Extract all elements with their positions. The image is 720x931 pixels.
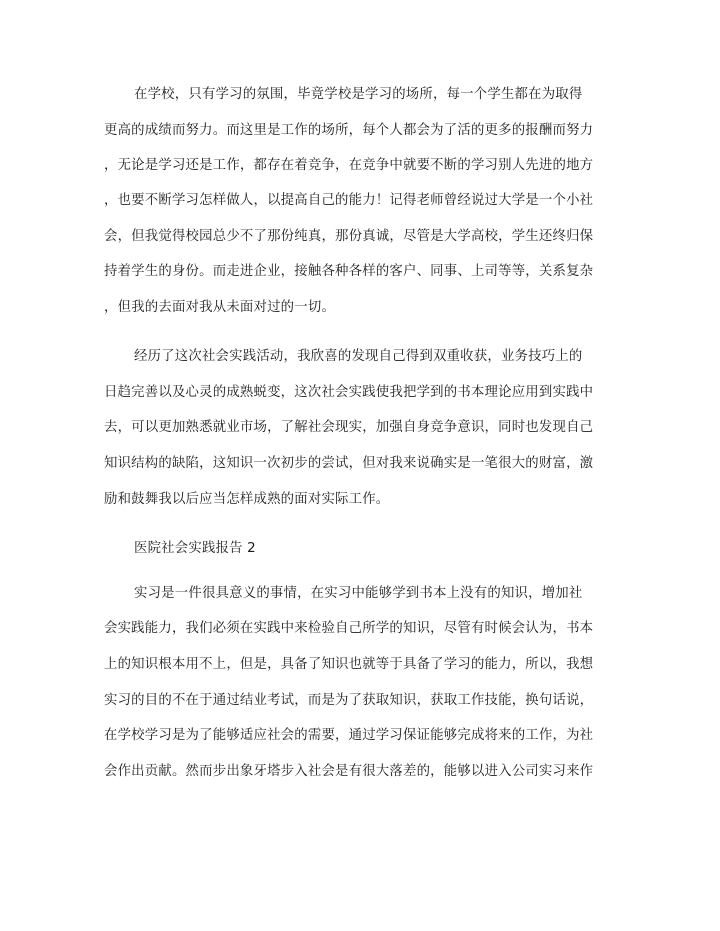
paragraph-3-line: 上的知识根本用不上，但是，具备了知识也就等于具备了学习的能力，所以，我想 [104, 657, 594, 672]
paragraph-3-line: 实习是一件很具意义的事情，在实习中能够学到书本上没有的知识，增加社 [134, 586, 583, 601]
paragraph-1-line: 更高的成绩而努力。而这里是工作的场所，每个人都会为了活的更多的报酬而努力 [104, 123, 594, 138]
section-title: 医院社会实践报告 2 [134, 541, 256, 556]
paragraph-1-line: ，无论是学习还是工作，都存在着竞争，在竞争中就要不断的学习别人先进的地方 [104, 158, 594, 173]
paragraph-2-line: 去，可以更加熟悉就业市场，了解社会现实，加强自身竞争意识，同时也发现自己 [104, 420, 594, 435]
paragraph-3-line: 实习的目的不在于通过结业考试，而是为了获取知识，获取工作技能，换句话说， [104, 693, 594, 708]
paragraph-2-line: 知识结构的缺陷，这知识一次初步的尝试，但对我来说确实是一笔很大的财富，激 [104, 456, 594, 471]
paragraph-1-line: 在学校，只有学习的氛围，毕竟学校是学习的场所，每一个学生都在为取得 [134, 87, 583, 102]
paragraph-2-line: 励和鼓舞我以后应当怎样成熟的面对实际工作。 [104, 492, 390, 507]
paragraph-3-line: 会实践能力，我们必须在实践中来检验自己所学的知识，尽管有时候会认为，书本 [104, 621, 594, 636]
paragraph-1-line: 会，但我觉得校园总少不了那份纯真，那份真诚，尽管是大学高校，学生还终归保 [104, 229, 594, 244]
paragraph-1-line: ，但我的去面对我从未面对过的一切。 [104, 300, 336, 315]
paragraph-3-line: 在学校学习是为了能够适应社会的需要，通过学习保证能够完成将来的工作，为社 [104, 728, 594, 743]
paragraph-1-line: 持着学生的身份。而走进企业，接触各种各样的客户、同事、上司等等，关系复杂 [104, 264, 594, 279]
paragraph-2-line: 经历了这次社会实践活动，我欣喜的发现自己得到双重收获，业务技巧上的 [134, 349, 583, 364]
paragraph-3-line: 会作出贡献。然而步出象牙塔步入社会是有很大落差的，能够以进入公司实习来作 [104, 764, 594, 779]
paragraph-1-line: ，也要不断学习怎样做人，以提高自己的能力！记得老师曾经说过大学是一个小社 [104, 193, 594, 208]
paragraph-2-line: 日趋完善以及心灵的成熟蜕变，这次社会实践使我把学到的书本理论应用到实践中 [104, 385, 594, 400]
